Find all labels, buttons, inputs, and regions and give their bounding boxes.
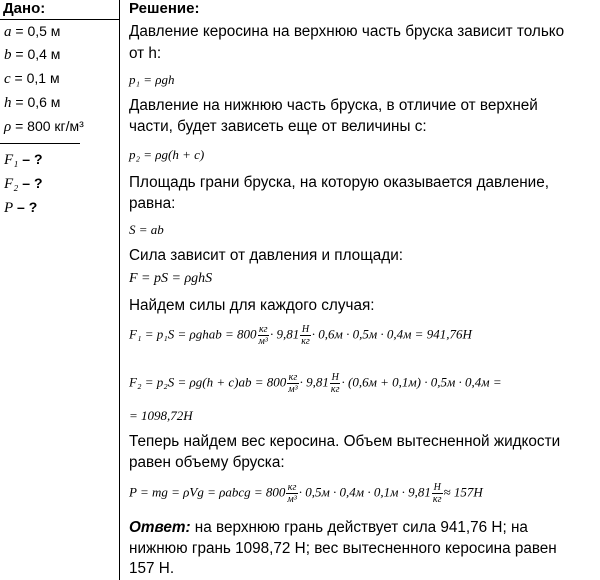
given-row-rho: ρ = 800 кг/м³ — [4, 118, 84, 135]
answer-line-1: Ответ: на верхнюю грань действует сила 941,76 Н; на — [129, 519, 528, 536]
fraction-n-kg: $\frac{Н}{кг}$ — [432, 482, 442, 505]
para-bottom-pressure-cont: части, будет зависеть еще от величины с: — [129, 118, 427, 135]
para-bottom-pressure: Давление на нижнюю часть бруска, в отличие от верхней — [129, 97, 538, 114]
unknown-p: P – ? — [4, 199, 38, 216]
given-title: Дано: — [3, 0, 46, 17]
para-forces-each: Найдем силы для каждого случая: — [129, 297, 375, 314]
given-row-b: b = 0,4 м — [4, 46, 61, 63]
given-row-c: c = 0,1 м — [4, 70, 60, 87]
given-column — [0, 0, 120, 580]
fraction-kg-m3: $\frac{кг}{\text{м³}}$ — [258, 324, 268, 347]
fraction-kg-m3: $\frac{кг}{\text{м³}}$ — [288, 372, 298, 395]
formula-weight: P = mg = ρVg = ρabcg = 800 $\frac{кг}{\text{м³}}$ · 0,5м · 0,4м · 0,1м · 9,81 $\frac{Н}{кг}$ ≈ 157Н — [129, 482, 483, 505]
given-row-a: a = 0,5 м — [4, 23, 61, 40]
unknown-f1: F₁ – ? — [4, 151, 43, 168]
fraction-n-kg: $\frac{Н}{кг}$ — [301, 324, 310, 347]
para-area-cont: равна: — [129, 195, 176, 212]
para-weight-cont: равен объему бруска: — [129, 454, 285, 471]
answer-label: Ответ: — [129, 519, 191, 536]
answer-line-3: 157 Н. — [129, 560, 175, 577]
given-title-divider — [0, 19, 120, 20]
para-top-pressure-cont: от h: — [129, 45, 162, 62]
formula-p1: p₁ = ρgh — [129, 72, 175, 87]
fraction-kg-m3: $\frac{кг}{\text{м³}}$ — [287, 482, 297, 505]
fraction-n-kg: $\frac{Н}{кг}$ — [330, 372, 340, 395]
solution-title: Решение: — [129, 0, 200, 17]
formula-f2: F₂ = p₂S = ρg(h + c)ab = 800 $\frac{кг}{\text{м³}}$ · 9,81 $\frac{Н}{кг}$ · (0,6м + 0,1м) · 0,5м · 0,4м = — [129, 372, 502, 395]
formula-f2-result: = 1098,72Н — [129, 408, 193, 423]
formula-force: F = pS = ρghS — [129, 271, 213, 286]
formula-area: S = ab — [129, 222, 164, 237]
para-force: Сила зависит от давления и площади: — [129, 247, 404, 264]
para-area: Площадь грани бруска, на которую оказывается давление, — [129, 174, 549, 191]
para-weight: Теперь найдем вес керосина. Объем вытесненной жидкости — [129, 433, 561, 450]
given-unknowns-divider — [0, 143, 80, 144]
formula-p2: p₂ = ρg(h + c) — [129, 147, 205, 162]
given-row-h: h = 0,6 м — [4, 94, 61, 111]
para-top-pressure: Давление керосина на верхнюю часть бруска зависит только — [129, 23, 565, 40]
formula-f1: F₁ = p₁S = ρghab = 800 $\frac{кг}{\text{м³}}$ · 9,81 $\frac{Н}{кг}$ · 0,6м · 0,5м · 0,4м = 941,76Н — [129, 324, 472, 347]
answer-line-2: нижнюю грань 1098,72 Н; вес вытесненного керосина равен — [129, 540, 557, 557]
unknown-f2: F₂ – ? — [4, 175, 43, 192]
